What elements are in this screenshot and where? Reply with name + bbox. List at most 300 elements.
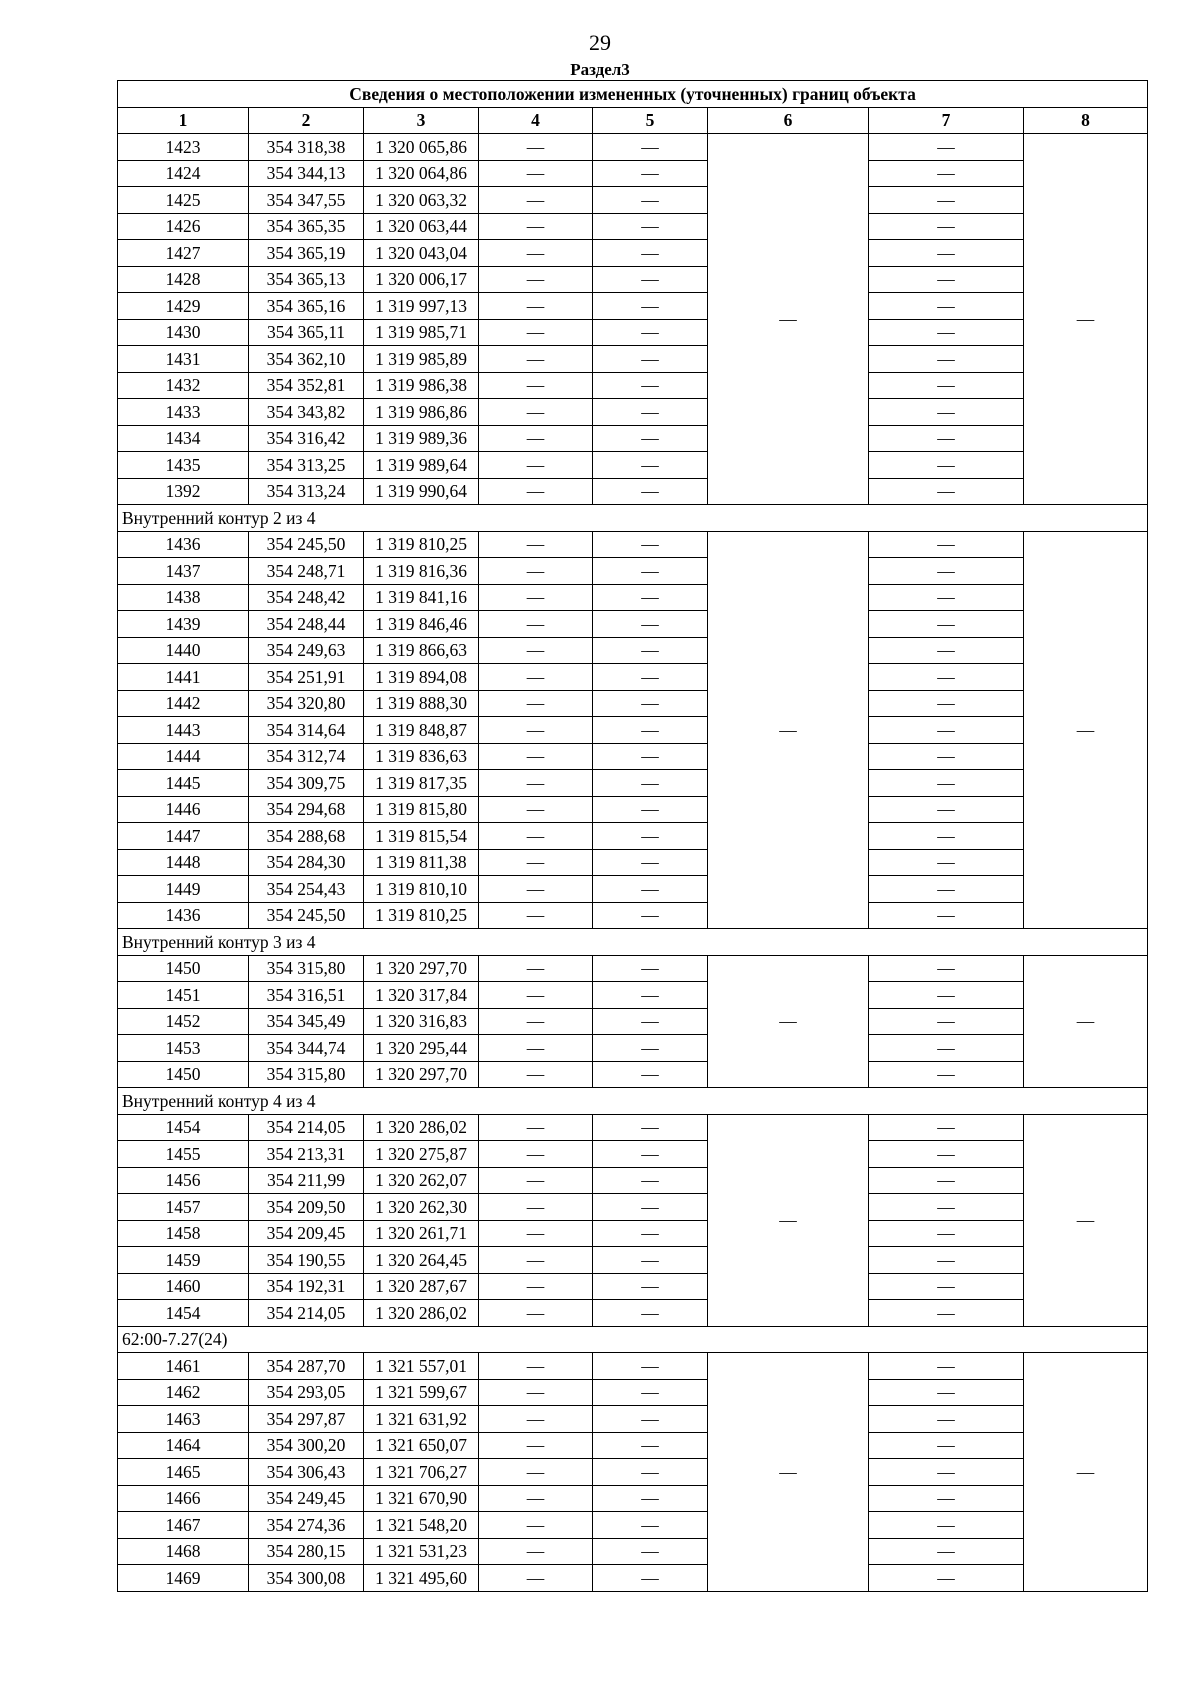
point-number: 1429 <box>118 293 249 320</box>
table-row <box>118 187 1148 214</box>
col5-value: — <box>593 558 708 585</box>
col7-value: — <box>869 849 1024 876</box>
y-coordinate: 1 319 810,25 <box>364 902 479 929</box>
col5-value: — <box>593 876 708 903</box>
y-coordinate: 1 319 846,46 <box>364 611 479 638</box>
col7-value: — <box>869 1353 1024 1380</box>
y-coordinate: 1 320 063,44 <box>364 213 479 240</box>
col7-value: — <box>869 955 1024 982</box>
col7-value: — <box>869 717 1024 744</box>
y-coordinate: 1 319 997,13 <box>364 293 479 320</box>
col4-value: — <box>479 1141 593 1168</box>
col4-value: — <box>479 1459 593 1486</box>
table-row <box>118 1061 1148 1088</box>
y-coordinate: 1 320 275,87 <box>364 1141 479 1168</box>
col8-value: — <box>1024 1114 1148 1326</box>
point-number: 1460 <box>118 1273 249 1300</box>
y-coordinate: 1 321 631,92 <box>364 1406 479 1433</box>
col5-value: — <box>593 1300 708 1327</box>
y-coordinate: 1 319 810,25 <box>364 531 479 558</box>
table-row <box>118 1353 1148 1380</box>
col7-value: — <box>869 1035 1024 1062</box>
column-header-3: 3 <box>364 107 479 134</box>
x-coordinate: 354 314,64 <box>249 717 364 744</box>
table-row <box>118 1008 1148 1035</box>
point-number: 1448 <box>118 849 249 876</box>
x-coordinate: 354 343,82 <box>249 399 364 426</box>
col7-value: — <box>869 319 1024 346</box>
col4-value: — <box>479 849 593 876</box>
col4-value: — <box>479 1353 593 1380</box>
x-coordinate: 354 192,31 <box>249 1273 364 1300</box>
y-coordinate: 1 319 866,63 <box>364 637 479 664</box>
y-coordinate: 1 320 286,02 <box>364 1114 479 1141</box>
col4-value: — <box>479 770 593 797</box>
table-row <box>118 955 1148 982</box>
col8-value: — <box>1024 955 1148 1088</box>
contour-label-row <box>118 1088 1148 1115</box>
x-coordinate: 354 214,05 <box>249 1300 364 1327</box>
col7-value: — <box>869 1141 1024 1168</box>
y-coordinate: 1 319 989,64 <box>364 452 479 479</box>
table-row <box>118 611 1148 638</box>
col7-value: — <box>869 1167 1024 1194</box>
x-coordinate: 354 284,30 <box>249 849 364 876</box>
y-coordinate: 1 319 985,71 <box>364 319 479 346</box>
col4-value: — <box>479 1167 593 1194</box>
col7-value: — <box>869 134 1024 161</box>
x-coordinate: 354 300,08 <box>249 1565 364 1592</box>
col5-value: — <box>593 584 708 611</box>
contour-label-row <box>118 1326 1148 1353</box>
col6-value: — <box>708 1353 869 1592</box>
y-coordinate: 1 320 043,04 <box>364 240 479 267</box>
column-header-5: 5 <box>593 107 708 134</box>
table-row <box>118 1273 1148 1300</box>
y-coordinate: 1 319 815,54 <box>364 823 479 850</box>
col4-value: — <box>479 584 593 611</box>
col5-value: — <box>593 1512 708 1539</box>
col5-value: — <box>593 1220 708 1247</box>
point-number: 1452 <box>118 1008 249 1035</box>
point-number: 1446 <box>118 796 249 823</box>
x-coordinate: 354 245,50 <box>249 902 364 929</box>
col4-value: — <box>479 372 593 399</box>
column-header-row <box>118 107 1148 134</box>
col5-value: — <box>593 611 708 638</box>
table-row <box>118 1247 1148 1274</box>
table-body <box>118 134 1148 1592</box>
col7-value: — <box>869 531 1024 558</box>
x-coordinate: 354 362,10 <box>249 346 364 373</box>
col5-value: — <box>593 346 708 373</box>
col5-value: — <box>593 1406 708 1433</box>
table-row <box>118 1459 1148 1486</box>
point-number: 1467 <box>118 1512 249 1539</box>
col5-value: — <box>593 319 708 346</box>
col7-value: — <box>869 743 1024 770</box>
y-coordinate: 1 320 262,07 <box>364 1167 479 1194</box>
x-coordinate: 354 274,36 <box>249 1512 364 1539</box>
table-row <box>118 770 1148 797</box>
y-coordinate: 1 321 531,23 <box>364 1538 479 1565</box>
col4-value: — <box>479 796 593 823</box>
col7-value: — <box>869 982 1024 1009</box>
x-coordinate: 354 248,71 <box>249 558 364 585</box>
col6-value: — <box>708 531 869 929</box>
point-number: 1431 <box>118 346 249 373</box>
table-row <box>118 1167 1148 1194</box>
y-coordinate: 1 320 006,17 <box>364 266 479 293</box>
table-row <box>118 849 1148 876</box>
col4-value: — <box>479 1379 593 1406</box>
point-number: 1466 <box>118 1485 249 1512</box>
table-row <box>118 1220 1148 1247</box>
table-row <box>118 266 1148 293</box>
x-coordinate: 354 315,80 <box>249 955 364 982</box>
col4-value: — <box>479 1114 593 1141</box>
col5-value: — <box>593 240 708 267</box>
col5-value: — <box>593 770 708 797</box>
x-coordinate: 354 245,50 <box>249 531 364 558</box>
col8-value: — <box>1024 134 1148 505</box>
table-row <box>118 346 1148 373</box>
point-number: 1447 <box>118 823 249 850</box>
point-number: 1464 <box>118 1432 249 1459</box>
x-coordinate: 354 309,75 <box>249 770 364 797</box>
col7-value: — <box>869 1459 1024 1486</box>
col7-value: — <box>869 1379 1024 1406</box>
col4-value: — <box>479 1432 593 1459</box>
y-coordinate: 1 320 316,83 <box>364 1008 479 1035</box>
point-number: 1468 <box>118 1538 249 1565</box>
y-coordinate: 1 319 848,87 <box>364 717 479 744</box>
column-header-7: 7 <box>869 107 1024 134</box>
x-coordinate: 354 190,55 <box>249 1247 364 1274</box>
col6-value: — <box>708 1114 869 1326</box>
col4-value: — <box>479 717 593 744</box>
x-coordinate: 354 297,87 <box>249 1406 364 1433</box>
table-row <box>118 1512 1148 1539</box>
col5-value: — <box>593 1194 708 1221</box>
y-coordinate: 1 319 817,35 <box>364 770 479 797</box>
x-coordinate: 354 313,25 <box>249 452 364 479</box>
x-coordinate: 354 315,80 <box>249 1061 364 1088</box>
table-row <box>118 1432 1148 1459</box>
col5-value: — <box>593 796 708 823</box>
col5-value: — <box>593 293 708 320</box>
point-number: 1444 <box>118 743 249 770</box>
col4-value: — <box>479 213 593 240</box>
col5-value: — <box>593 452 708 479</box>
x-coordinate: 354 288,68 <box>249 823 364 850</box>
col5-value: — <box>593 425 708 452</box>
col4-value: — <box>479 1300 593 1327</box>
coordinates-table <box>117 80 1148 1592</box>
column-header-6: 6 <box>708 107 869 134</box>
table-row <box>118 319 1148 346</box>
point-number: 1461 <box>118 1353 249 1380</box>
point-number: 1453 <box>118 1035 249 1062</box>
y-coordinate: 1 319 811,38 <box>364 849 479 876</box>
col7-value: — <box>869 558 1024 585</box>
column-header-8: 8 <box>1024 107 1148 134</box>
x-coordinate: 354 345,49 <box>249 1008 364 1035</box>
col7-value: — <box>869 478 1024 505</box>
point-number: 1443 <box>118 717 249 744</box>
col5-value: — <box>593 743 708 770</box>
table-row <box>118 1035 1148 1062</box>
table-row <box>118 1379 1148 1406</box>
y-coordinate: 1 319 990,64 <box>364 478 479 505</box>
col8-value: — <box>1024 1353 1148 1592</box>
col5-value: — <box>593 1538 708 1565</box>
table-row <box>118 213 1148 240</box>
table-row <box>118 425 1148 452</box>
col5-value: — <box>593 1114 708 1141</box>
point-number: 1439 <box>118 611 249 638</box>
table-row <box>118 558 1148 585</box>
y-coordinate: 1 319 810,10 <box>364 876 479 903</box>
table-row <box>118 240 1148 267</box>
point-number: 1457 <box>118 1194 249 1221</box>
col4-value: — <box>479 1406 593 1433</box>
col6-value: — <box>708 134 869 505</box>
table-row <box>118 690 1148 717</box>
col7-value: — <box>869 1300 1024 1327</box>
y-coordinate: 1 320 295,44 <box>364 1035 479 1062</box>
y-coordinate: 1 319 836,63 <box>364 743 479 770</box>
table-row <box>118 876 1148 903</box>
point-number: 1436 <box>118 531 249 558</box>
y-coordinate: 1 320 261,71 <box>364 1220 479 1247</box>
x-coordinate: 354 316,42 <box>249 425 364 452</box>
col5-value: — <box>593 1353 708 1380</box>
table-row <box>118 1406 1148 1433</box>
col4-value: — <box>479 452 593 479</box>
x-coordinate: 354 313,24 <box>249 478 364 505</box>
x-coordinate: 354 365,13 <box>249 266 364 293</box>
col4-value: — <box>479 425 593 452</box>
col5-value: — <box>593 1008 708 1035</box>
table-row <box>118 372 1148 399</box>
x-coordinate: 354 294,68 <box>249 796 364 823</box>
col5-value: — <box>593 266 708 293</box>
y-coordinate: 1 319 816,36 <box>364 558 479 585</box>
y-coordinate: 1 320 065,86 <box>364 134 479 161</box>
col4-value: — <box>479 240 593 267</box>
point-number: 1463 <box>118 1406 249 1433</box>
col5-value: — <box>593 849 708 876</box>
x-coordinate: 354 347,55 <box>249 187 364 214</box>
col5-value: — <box>593 134 708 161</box>
col7-value: — <box>869 584 1024 611</box>
col7-value: — <box>869 1273 1024 1300</box>
x-coordinate: 354 318,38 <box>249 134 364 161</box>
point-number: 1442 <box>118 690 249 717</box>
col7-value: — <box>869 160 1024 187</box>
col4-value: — <box>479 955 593 982</box>
col4-value: — <box>479 346 593 373</box>
y-coordinate: 1 321 548,20 <box>364 1512 479 1539</box>
col7-value: — <box>869 690 1024 717</box>
y-coordinate: 1 320 063,32 <box>364 187 479 214</box>
col4-value: — <box>479 478 593 505</box>
y-coordinate: 1 320 297,70 <box>364 1061 479 1088</box>
y-coordinate: 1 319 815,80 <box>364 796 479 823</box>
y-coordinate: 1 321 670,90 <box>364 1485 479 1512</box>
col7-value: — <box>869 187 1024 214</box>
col5-value: — <box>593 717 708 744</box>
col5-value: — <box>593 478 708 505</box>
col7-value: — <box>869 664 1024 691</box>
point-number: 1450 <box>118 1061 249 1088</box>
x-coordinate: 354 365,16 <box>249 293 364 320</box>
col7-value: — <box>869 1538 1024 1565</box>
col4-value: — <box>479 823 593 850</box>
point-number: 1436 <box>118 902 249 929</box>
col8-value: — <box>1024 531 1148 929</box>
x-coordinate: 354 249,45 <box>249 1485 364 1512</box>
x-coordinate: 354 344,74 <box>249 1035 364 1062</box>
point-number: 1450 <box>118 955 249 982</box>
point-number: 1458 <box>118 1220 249 1247</box>
col7-value: — <box>869 637 1024 664</box>
col4-value: — <box>479 1538 593 1565</box>
point-number: 1441 <box>118 664 249 691</box>
col7-value: — <box>869 1220 1024 1247</box>
x-coordinate: 354 365,35 <box>249 213 364 240</box>
col7-value: — <box>869 1565 1024 1592</box>
y-coordinate: 1 321 495,60 <box>364 1565 479 1592</box>
table-row <box>118 584 1148 611</box>
x-coordinate: 354 352,81 <box>249 372 364 399</box>
column-header-4: 4 <box>479 107 593 134</box>
point-number: 1427 <box>118 240 249 267</box>
col4-value: — <box>479 902 593 929</box>
point-number: 1449 <box>118 876 249 903</box>
y-coordinate: 1 319 894,08 <box>364 664 479 691</box>
col4-value: — <box>479 187 593 214</box>
x-coordinate: 354 306,43 <box>249 1459 364 1486</box>
point-number: 1445 <box>118 770 249 797</box>
x-coordinate: 354 365,11 <box>249 319 364 346</box>
contour-label: 62:00-7.27(24) <box>118 1326 1148 1353</box>
y-coordinate: 1 319 888,30 <box>364 690 479 717</box>
point-number: 1438 <box>118 584 249 611</box>
y-coordinate: 1 320 286,02 <box>364 1300 479 1327</box>
x-coordinate: 354 293,05 <box>249 1379 364 1406</box>
col5-value: — <box>593 160 708 187</box>
col5-value: — <box>593 213 708 240</box>
point-number: 1455 <box>118 1141 249 1168</box>
col5-value: — <box>593 1432 708 1459</box>
contour-label-row <box>118 505 1148 532</box>
contour-label: Внутренний контур 3 из 4 <box>118 929 1148 956</box>
column-header-1: 1 <box>118 107 249 134</box>
table-caption: Сведения о местоположении измененных (уточненных) границ объекта <box>118 81 1148 108</box>
y-coordinate: 1 319 989,36 <box>364 425 479 452</box>
table-row <box>118 293 1148 320</box>
y-coordinate: 1 320 064,86 <box>364 160 479 187</box>
table-row <box>118 982 1148 1009</box>
x-coordinate: 354 214,05 <box>249 1114 364 1141</box>
col5-value: — <box>593 187 708 214</box>
col5-value: — <box>593 955 708 982</box>
col4-value: — <box>479 1008 593 1035</box>
col7-value: — <box>869 346 1024 373</box>
table-row <box>118 1114 1148 1141</box>
col4-value: — <box>479 293 593 320</box>
col7-value: — <box>869 1194 1024 1221</box>
point-number: 1430 <box>118 319 249 346</box>
col5-value: — <box>593 1565 708 1592</box>
col5-value: — <box>593 1273 708 1300</box>
col7-value: — <box>869 1061 1024 1088</box>
x-coordinate: 354 300,20 <box>249 1432 364 1459</box>
col7-value: — <box>869 796 1024 823</box>
col7-value: — <box>869 452 1024 479</box>
x-coordinate: 354 251,91 <box>249 664 364 691</box>
x-coordinate: 354 249,63 <box>249 637 364 664</box>
col7-value: — <box>869 1114 1024 1141</box>
col4-value: — <box>479 160 593 187</box>
point-number: 1440 <box>118 637 249 664</box>
col4-value: — <box>479 1485 593 1512</box>
table-row <box>118 717 1148 744</box>
point-number: 1454 <box>118 1300 249 1327</box>
col4-value: — <box>479 1247 593 1274</box>
x-coordinate: 354 287,70 <box>249 1353 364 1380</box>
col6-value: — <box>708 955 869 1088</box>
point-number: 1426 <box>118 213 249 240</box>
col5-value: — <box>593 902 708 929</box>
col7-value: — <box>869 1247 1024 1274</box>
x-coordinate: 354 211,99 <box>249 1167 364 1194</box>
table-row <box>118 1300 1148 1327</box>
column-header-2: 2 <box>249 107 364 134</box>
y-coordinate: 1 320 287,67 <box>364 1273 479 1300</box>
x-coordinate: 354 365,19 <box>249 240 364 267</box>
y-coordinate: 1 320 317,84 <box>364 982 479 1009</box>
x-coordinate: 354 280,15 <box>249 1538 364 1565</box>
point-number: 1451 <box>118 982 249 1009</box>
col4-value: — <box>479 637 593 664</box>
col7-value: — <box>869 1485 1024 1512</box>
col7-value: — <box>869 240 1024 267</box>
col4-value: — <box>479 876 593 903</box>
col7-value: — <box>869 399 1024 426</box>
point-number: 1434 <box>118 425 249 452</box>
x-coordinate: 354 344,13 <box>249 160 364 187</box>
point-number: 1424 <box>118 160 249 187</box>
table-row <box>118 637 1148 664</box>
point-number: 1392 <box>118 478 249 505</box>
y-coordinate: 1 321 706,27 <box>364 1459 479 1486</box>
point-number: 1456 <box>118 1167 249 1194</box>
col5-value: — <box>593 1485 708 1512</box>
col7-value: — <box>869 293 1024 320</box>
col5-value: — <box>593 399 708 426</box>
col4-value: — <box>479 664 593 691</box>
point-number: 1465 <box>118 1459 249 1486</box>
col4-value: — <box>479 1565 593 1592</box>
col4-value: — <box>479 1220 593 1247</box>
col4-value: — <box>479 982 593 1009</box>
col5-value: — <box>593 1379 708 1406</box>
col4-value: — <box>479 743 593 770</box>
y-coordinate: 1 319 985,89 <box>364 346 479 373</box>
